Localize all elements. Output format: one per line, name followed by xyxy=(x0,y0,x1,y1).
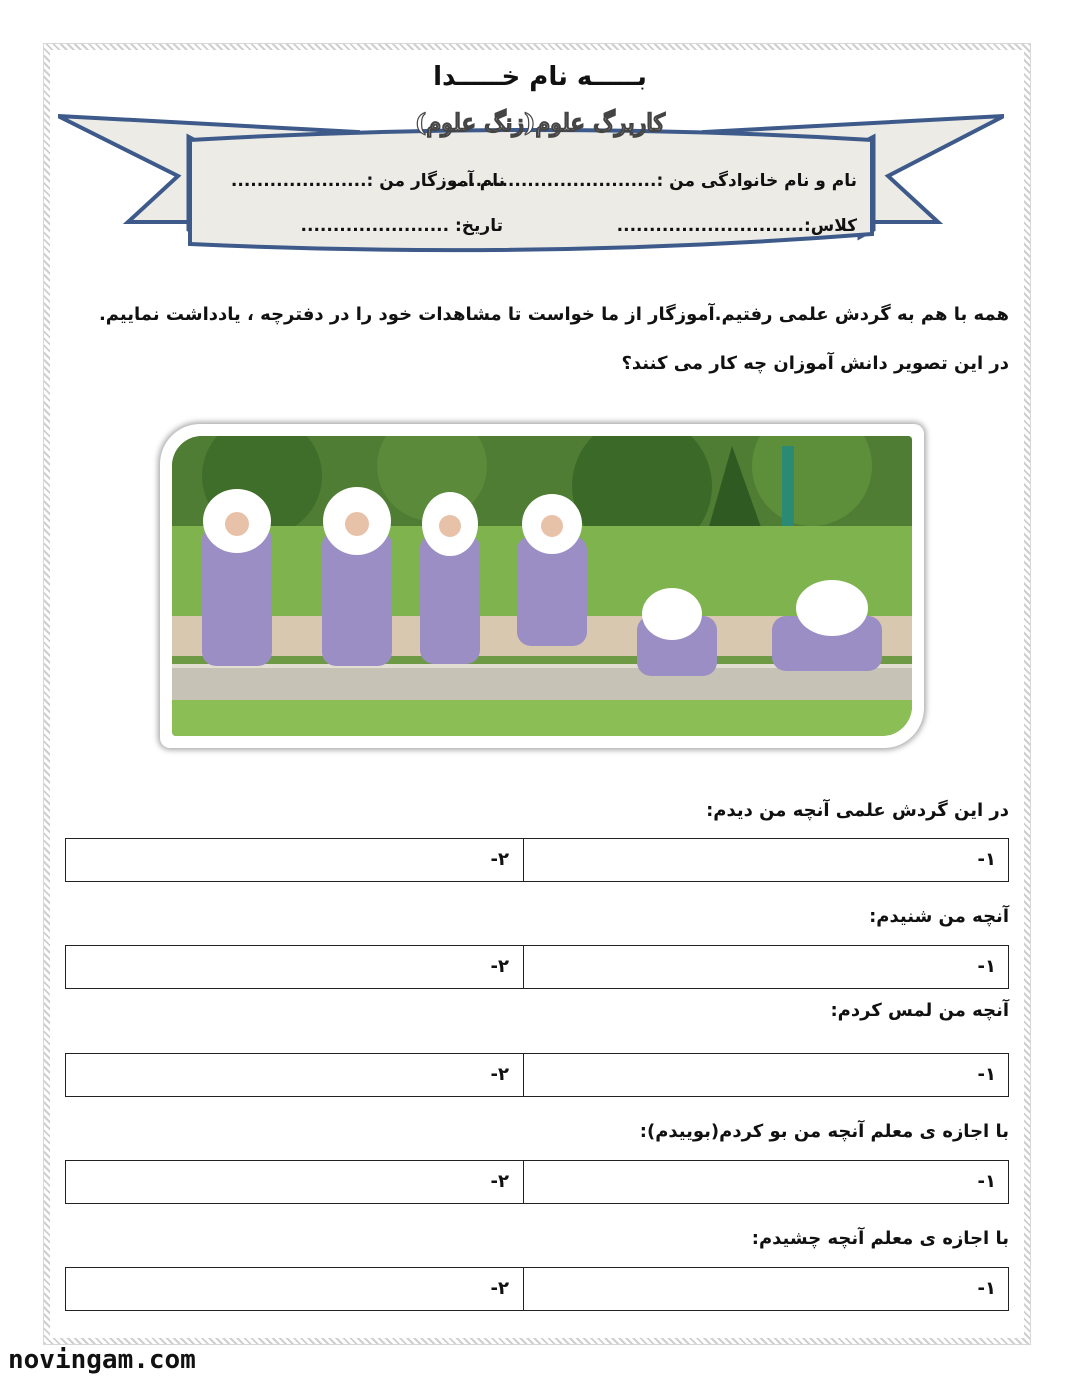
answer-number: -۱ xyxy=(977,1278,996,1299)
answer-number: -۱ xyxy=(977,1064,996,1085)
answer-cell-2[interactable] xyxy=(66,946,524,988)
site-watermark: novingam.com xyxy=(8,1345,196,1375)
date-field[interactable]: تاریخ: ....................... xyxy=(300,216,503,236)
answer-cell-2[interactable] xyxy=(66,1161,524,1203)
answer-cell-2[interactable] xyxy=(66,839,524,881)
question-tasted: با اجازه ی معلم آنچه چشیدم: xyxy=(751,1228,1009,1249)
answer-row-heard[interactable] xyxy=(65,945,1009,989)
answer-cell-1[interactable] xyxy=(524,839,1008,881)
bismillah-heading: بـــــه نام خـــــدا xyxy=(433,62,647,92)
answer-cell-1[interactable] xyxy=(524,1161,1008,1203)
worksheet-title: کاربرگ علوم(زنگ علوم) xyxy=(415,108,665,137)
answer-row-tasted[interactable] xyxy=(65,1267,1009,1311)
answer-number: -۱ xyxy=(977,849,996,870)
answer-cell-1[interactable] xyxy=(524,946,1008,988)
photo-question: در این تصویر دانش آموزان چه کار می کنند؟ xyxy=(621,353,1009,374)
answer-number: -۲ xyxy=(490,1064,509,1085)
answer-number: -۲ xyxy=(490,849,509,870)
answer-number: -۲ xyxy=(490,956,509,977)
question-saw: در این گردش علمی آنچه من دیدم: xyxy=(706,800,1009,821)
answer-cell-2[interactable] xyxy=(66,1268,524,1310)
teacher-name-field[interactable]: نام آموزگار من :..................... xyxy=(230,171,505,191)
class-field[interactable]: کلاس:............................. xyxy=(616,216,857,236)
answer-row-touched[interactable] xyxy=(65,1053,1009,1097)
field-trip-photo xyxy=(160,424,924,748)
question-touched: آنچه من لمس کردم: xyxy=(830,1000,1009,1021)
answer-row-saw[interactable] xyxy=(65,838,1009,882)
question-smelled: با اجازه ی معلم آنچه من بو کردم(بوییدم): xyxy=(639,1121,1009,1142)
answer-cell-1[interactable] xyxy=(524,1054,1008,1096)
answer-number: -۱ xyxy=(977,956,996,977)
question-heard: آنچه من شنیدم: xyxy=(869,906,1009,927)
answer-number: -۱ xyxy=(977,1171,996,1192)
student-name-field[interactable]: نام و نام خانوادگی من :................................ xyxy=(449,171,857,191)
answer-number: -۲ xyxy=(490,1278,509,1299)
answer-cell-2[interactable] xyxy=(66,1054,524,1096)
answer-number: -۲ xyxy=(490,1171,509,1192)
answer-cell-1[interactable] xyxy=(524,1268,1008,1310)
answer-row-smelled[interactable] xyxy=(65,1160,1009,1204)
intro-paragraph: همه با هم به گردش علمی رفتیم.آموزگار از ما خواست تا مشاهدات خود را در دفترچه ، یادداشت نماییم. xyxy=(98,304,1009,325)
